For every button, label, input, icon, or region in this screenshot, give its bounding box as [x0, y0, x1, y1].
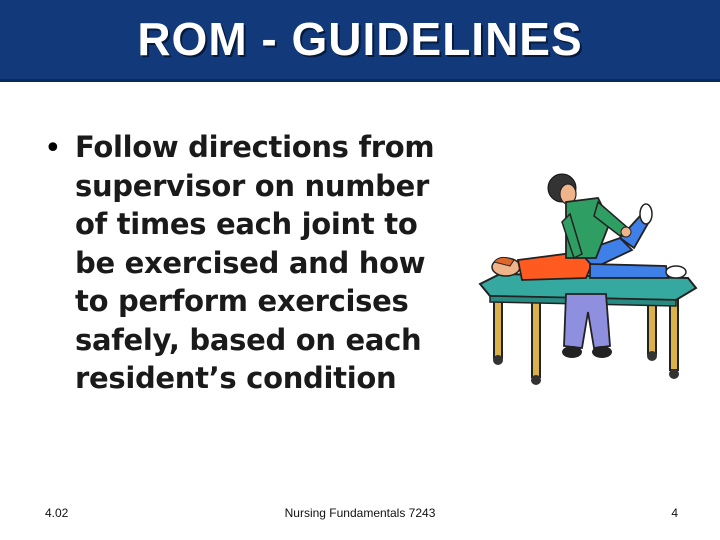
footer-section-number: 4.02: [45, 506, 69, 520]
footer-course-title: Nursing Fundamentals 7243: [284, 506, 436, 520]
therapist-exercising-patient-icon: [470, 162, 702, 392]
table-wheels: [493, 351, 679, 385]
footer-page-number: 4: [671, 506, 678, 520]
bullet-item-text: Follow directions from supervisor on number of times each joint to be exercised and how to perform exercises safely, based on each resident’s condition: [75, 130, 435, 395]
slide-title: ROM - GUIDELINES: [137, 13, 583, 65]
title-bar: [0, 0, 720, 82]
bullet-icon: •: [44, 131, 62, 166]
